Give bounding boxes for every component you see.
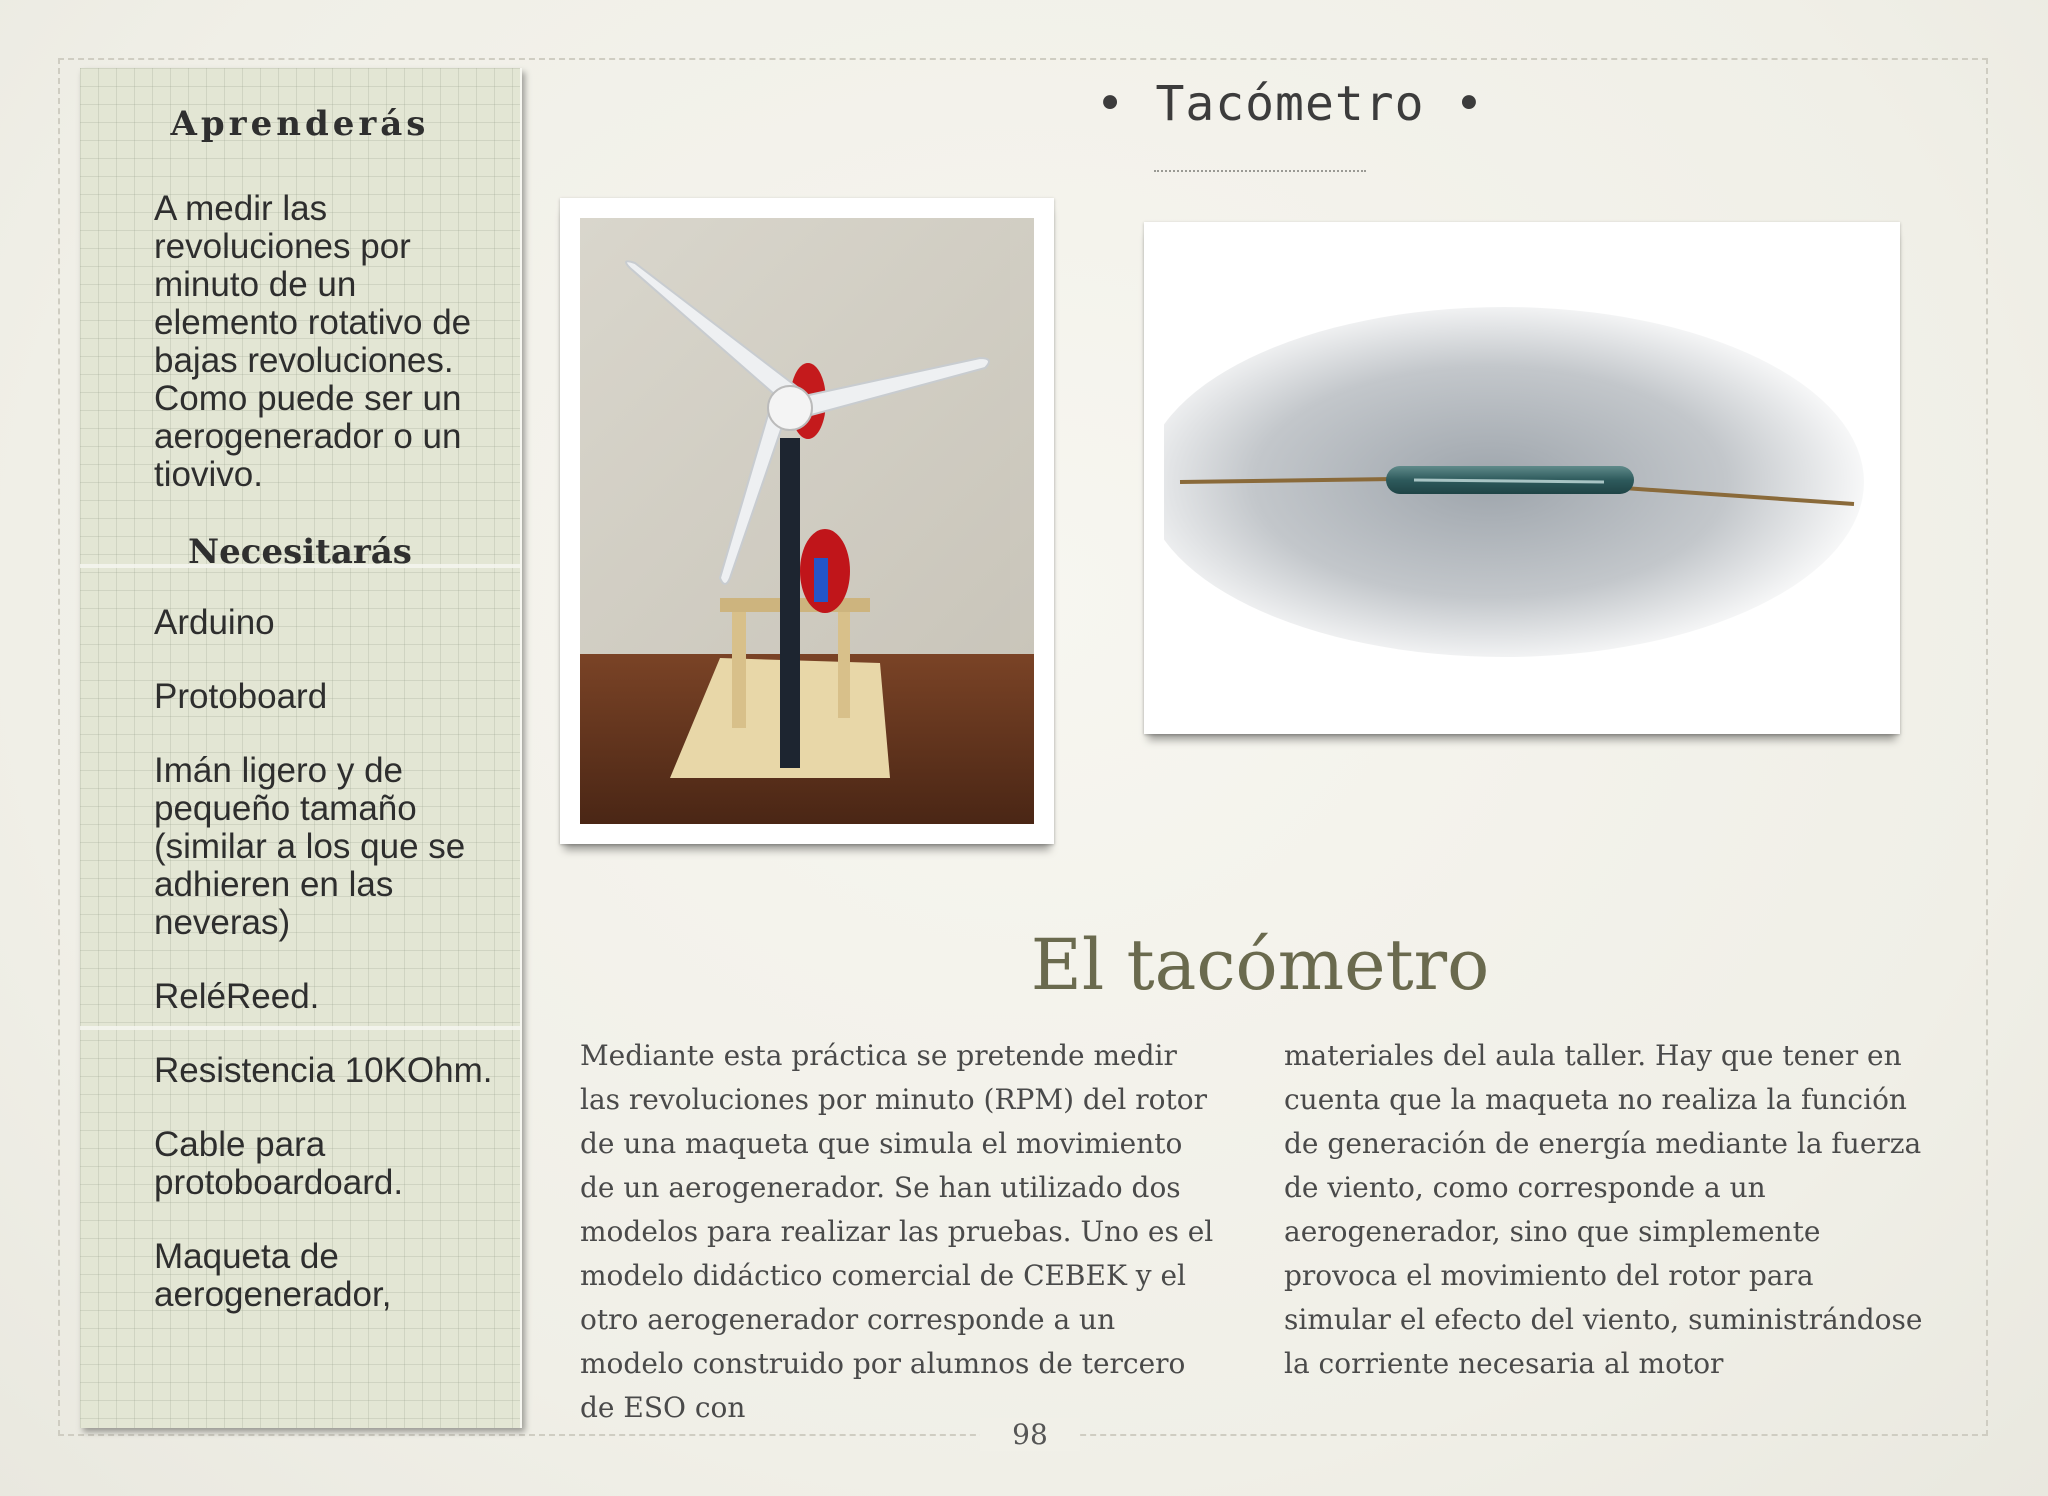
reed-relay-image (1164, 242, 1880, 714)
article-column-1: Mediante esta práctica se pretende medir las revoluciones por minuto (RPM) del rotor de una maqueta que simula el movimiento de un aerogenerador. Se han utilizado dos modelos para realizar las pruebas. Uno es el modelo didáctico comercial de CEBEK y el otro aerogenerador corresponde a un modelo construido por alumnos de tercero de ESO con (580, 1039, 1214, 1424)
learn-text: A medir las revoluciones por minuto de un elemento rotativo de bajas revoluciones. Como puede ser un aerogenerador o un tiovivo. (154, 189, 472, 494)
reed-relay-photo (1144, 222, 1900, 734)
article-heading: El tacómetro (1030, 924, 1490, 1006)
materials-list (154, 604, 504, 1350)
list-item: Arduino (154, 603, 275, 642)
need-heading: Necesitarás (188, 532, 412, 572)
article-column-2: materiales del aula taller. Hay que tener en cuenta que la maqueta no realiza la función de generación de energía mediante la fuerza de viento, como corresponde a un aerogenerador, sino que simplemente provoca el movimiento del rotor para simular el efecto del viento, suministrándose la corriente necesaria al motor (1284, 1039, 1923, 1380)
list-item: Imán ligero y de pequeño tamaño (similar a los que se adhieren en las neveras) (154, 751, 466, 942)
page-title (1060, 76, 1520, 132)
list-item: Maqueta de aerogenerador, (154, 1237, 392, 1314)
list-item: ReléReed. (154, 977, 320, 1016)
wind-turbine-image (580, 218, 1034, 824)
list-item: Protoboard (154, 677, 328, 716)
list-item: Resistencia 10KOhm. (154, 1051, 493, 1090)
wind-turbine-model-photo (560, 198, 1054, 844)
page-title-text: • Tacómetro • (1095, 76, 1485, 132)
list-item: Cable para protoboardoard. (154, 1125, 404, 1202)
title-divider (1154, 170, 1366, 172)
learn-heading: Aprenderás (170, 104, 430, 144)
page-number: 98 (980, 1418, 1080, 1451)
